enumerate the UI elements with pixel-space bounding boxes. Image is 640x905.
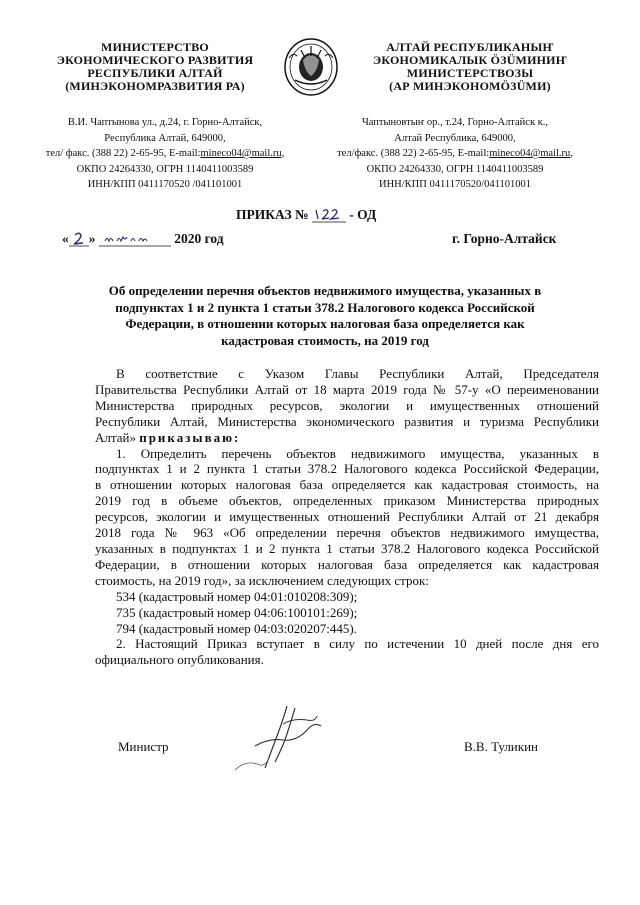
order-title-suffix: - ОД	[349, 207, 377, 222]
address-left	[40, 115, 290, 193]
order-title-prefix: ПРИКАЗ №	[236, 207, 309, 222]
signature-icon	[225, 700, 345, 780]
body-line: Республики Алтай, Министерства экономического развития и туризма Республики	[95, 413, 599, 429]
address-line: ИНН/КПП 0411170520/041101001	[379, 179, 531, 190]
order-city: г. Горно-Алтайск	[452, 231, 557, 246]
order-date	[62, 231, 224, 247]
address-line: ОКПО 24264330, ОГРН 1140411003589	[366, 163, 544, 175]
contact-line	[320, 146, 590, 162]
signatory-name: В.В. Туликин	[464, 739, 538, 754]
address-line: В.И. Чаптынова ул., д.24, г. Горно-Алтайск,	[67, 117, 263, 128]
header-left-line: (МИНЭКОНОМРАЗВИТИЯ РА)	[65, 79, 245, 93]
body-line: стоимость, на 2019 год», за исключением следующих строк:	[95, 572, 429, 588]
signatory-position: Министр	[118, 739, 169, 754]
address-line: ИНН/КПП 0411170520 /041101001	[87, 179, 243, 190]
header-right-line: (АР МИНЭКОНОМÖЗÜМИ)	[389, 79, 551, 93]
handwritten-order-number	[312, 207, 346, 223]
order-body	[95, 366, 599, 668]
order-subject	[95, 283, 555, 349]
order-year: 2020 год	[174, 231, 224, 246]
subject-line: Об определении перечня объектов недвижимого имущества, указанных в	[108, 283, 542, 298]
contact-prefix: тел/факс. (388 22) 2-65-95, E-mail:	[337, 148, 490, 159]
address-right	[320, 115, 590, 193]
body-line: В соответствие с Указом Главы Республики Алтай, Председателя	[116, 366, 599, 381]
exception-item: 794 (кадастровый номер 04:03:020207:445).	[116, 620, 357, 636]
contact-line	[40, 146, 290, 162]
date-open-quote: «	[62, 231, 69, 246]
body-line: 2. Настоящий Приказ вступает в силу по истечении 10 дней после дня его	[116, 636, 599, 652]
subject-line: кадастровая стоимость, на 2019 год	[221, 332, 429, 348]
handwritten-day	[69, 231, 89, 247]
body-line: Федерации, в отношении которых налоговая база определяется как кадастровая	[95, 556, 599, 572]
address-line: Чаптыновтыҥ ор., т.24, Горно-Алтайск к.,	[361, 117, 549, 128]
email-link[interactable]: mineco04@mail.ru	[489, 148, 571, 159]
subject-line: подпунктах 1 и 2 пункта 1 статьи 378.2 Налогового кодекса Российской	[115, 299, 535, 315]
body-line: указанных в подпунктах 1 и 2 пункта 1 статьи 378.2 Налогового кодекса Российской	[95, 540, 599, 556]
address-line: Республика Алтай, 649000,	[104, 132, 226, 144]
contact-suffix: ,	[281, 148, 285, 159]
handwritten-month	[99, 231, 171, 247]
exception-item: 534 (кадастровый номер 04:01:010208:309);	[116, 588, 358, 604]
header-right-line: АЛТАЙ РЕСПУБЛИКАНЫҤ	[386, 40, 554, 54]
emblem-icon	[281, 36, 341, 98]
subject-line: Федерации, в отношении которых налоговая база определяется как	[125, 316, 525, 331]
date-close-quote: »	[88, 231, 96, 246]
exception-item: 735 (кадастровый номер 04:06:100101:269);	[116, 604, 358, 620]
header-right-line: ЭКОНОМИКАЛЫК ÖЗÜМИНИҤ	[373, 53, 567, 67]
order-word: приказываю:	[139, 429, 241, 445]
header-right-line: МИНИСТЕРСТВОЗЫ	[406, 66, 534, 80]
preamble-end: Алтай»	[95, 429, 136, 445]
header-left-line: РЕСПУБЛИКИ АЛТАЙ	[87, 66, 223, 80]
body-line: подпунктах 1 и 2 пункта 1 статьи 378.2 Налогового кодекса Российской Федерации,	[95, 461, 599, 477]
body-line: 1. Определить перечень объектов недвижимого имущества, указанных в	[116, 445, 599, 461]
contact-suffix: ,	[570, 148, 573, 159]
body-line: официального опубликования.	[95, 652, 264, 668]
month-field	[99, 231, 171, 245]
body-line: Министерства природных ресурсов, экологии и имущественных отношений	[95, 397, 599, 413]
ministry-name-ru	[40, 41, 270, 93]
body-line: Правительства Республики Алтай от 18 марта 2019 года № 57-у «О переименовании	[95, 381, 599, 397]
body-line: 2019 год в объеме объектов, определенных приказом Министерства природных	[95, 493, 599, 509]
order-number-field	[312, 207, 346, 221]
address-line: Алтай Республика, 649000,	[394, 132, 516, 144]
ministry-name-alt	[350, 41, 590, 93]
header-left-line: ЭКОНОМИЧЕСКОГО РАЗВИТИЯ	[56, 53, 254, 67]
body-line	[95, 430, 599, 446]
day-field	[69, 231, 89, 245]
body-line: в отношении которых налоговая база определяется как кадастровая стоимость, на	[95, 477, 599, 493]
body-line: 2018 года № 963 «Об определении перечня объектов недвижимого имущества,	[95, 525, 599, 541]
contact-prefix: тел/ факс. (388 22) 2-65-95, E-mail:	[45, 148, 201, 159]
header-left-line: МИНИСТЕРСТВО	[101, 40, 209, 54]
email-link[interactable]: mineco04@mail.ru	[200, 148, 282, 159]
body-line: ресурсов, экологии и имущественных отношений Республики Алтай от 21 декабря	[95, 509, 599, 525]
order-title	[236, 207, 376, 223]
address-line: ОКПО 24264330, ОГРН 1140411003589	[76, 163, 254, 175]
